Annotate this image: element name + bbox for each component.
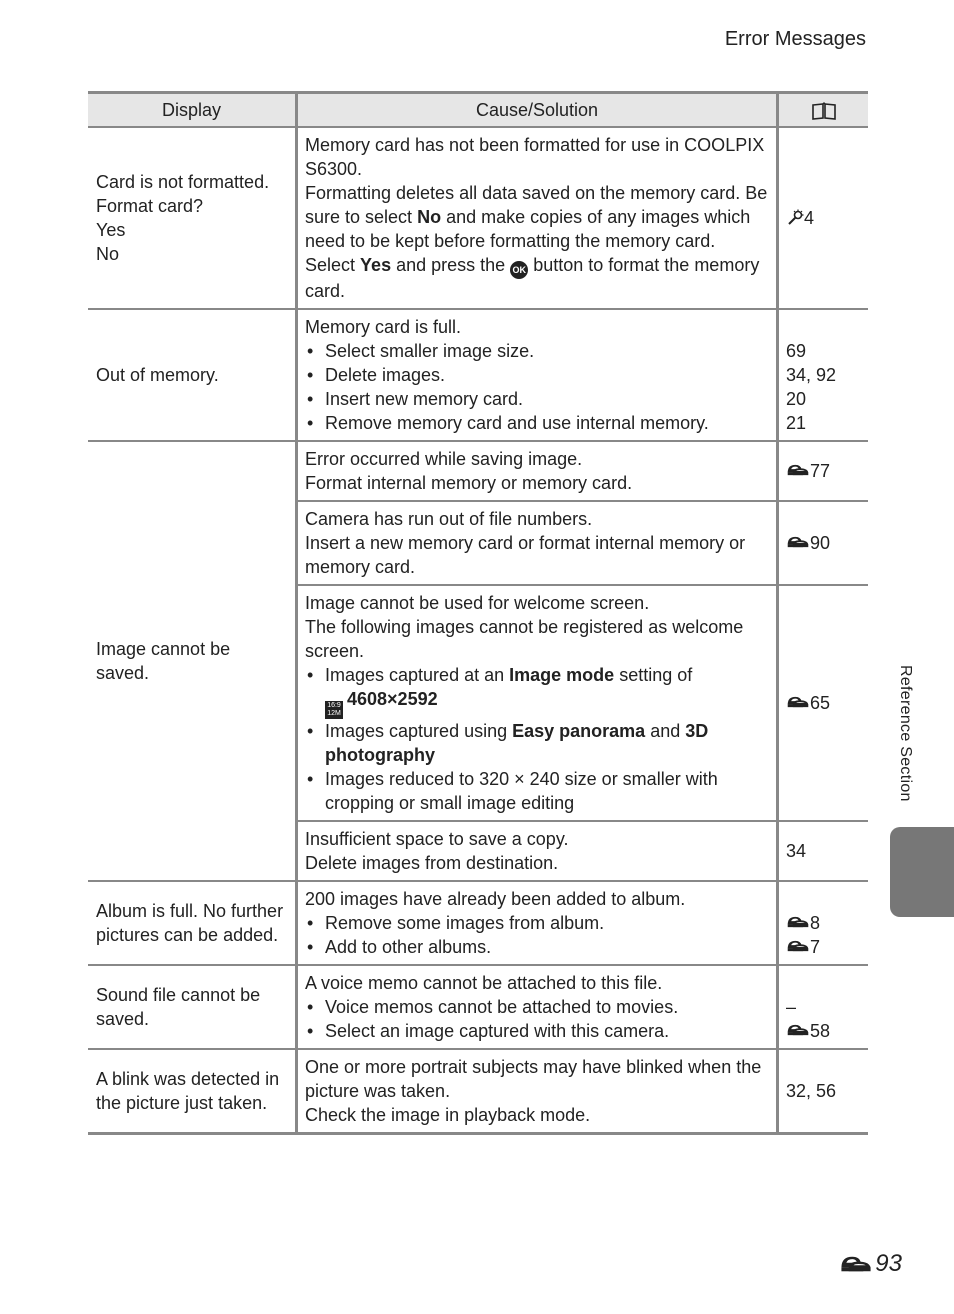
- reference-line: [786, 935, 861, 959]
- cause-cell: [297, 881, 778, 965]
- display-line: Card is not formatted.: [96, 172, 270, 192]
- cause-line: Error occurred while saving image.: [305, 449, 583, 469]
- reference-value: 34, 92: [786, 365, 837, 385]
- reference-cell: [778, 585, 869, 821]
- reference-cell: [778, 501, 869, 585]
- ok-button-icon: OK: [510, 261, 528, 279]
- list-item: • Remove memory card and use internal memory.: [305, 411, 769, 435]
- display-cell: Sound file cannot be saved.: [88, 965, 297, 1049]
- column-header-cause: Cause/Solution: [297, 93, 778, 128]
- reference-value: 65: [810, 693, 831, 713]
- list-bold-text: 3D photography: [325, 721, 709, 765]
- reference-value: 69: [786, 341, 807, 361]
- reference-e-icon: [786, 534, 810, 550]
- cause-line: One or more portrait subjects may have blinked when the picture was taken.: [305, 1057, 762, 1101]
- list-item: [305, 663, 769, 719]
- cause-bold-yes: Yes: [360, 255, 392, 275]
- cause-line: Camera has run out of file numbers.: [305, 509, 593, 529]
- header-title: Error Messages: [724, 28, 866, 50]
- bullet-list: [305, 995, 769, 1043]
- page-number-value: 93: [875, 1250, 902, 1277]
- cause-line: Check the image in playback mode.: [305, 1105, 591, 1125]
- cause-cell: [297, 127, 778, 309]
- page-number: [839, 1250, 902, 1278]
- list-bold-text: Easy panorama: [512, 721, 646, 741]
- table-row: [88, 881, 868, 965]
- cause-cell: [297, 1049, 778, 1134]
- reference-cell: 32, 56: [778, 1049, 869, 1134]
- list-item: • Images reduced to 320 × 240 size or smaller with cropping or small image editing: [305, 767, 769, 815]
- cause-text: Formatting deletes all data saved on the memory card. Be sure to select: [305, 183, 768, 227]
- display-line: Format card?: [96, 196, 204, 216]
- list-text: Images captured using: [325, 721, 508, 741]
- reference-value: 77: [810, 461, 831, 481]
- cause-text: and press the: [396, 255, 506, 275]
- reference-cell: [778, 965, 869, 1049]
- list-text: setting of: [619, 665, 693, 685]
- cause-bold-no: No: [417, 207, 442, 227]
- list-item: • Voice memos cannot be attached to movies.: [305, 995, 769, 1019]
- list-item: • Remove some images from album.: [305, 911, 769, 935]
- list-item: • Select smaller image size.: [305, 339, 769, 363]
- cause-cell: [297, 501, 778, 585]
- list-item: • Delete images.: [305, 363, 769, 387]
- list-item: [305, 719, 769, 767]
- display-cell: Album is full. No further pictures can be added.: [88, 881, 297, 965]
- cause-cell: [297, 441, 778, 501]
- display-cell: Out of memory.: [88, 309, 297, 441]
- reference-value: 4: [804, 208, 815, 228]
- section-side-tab: [890, 827, 954, 917]
- table-row: [88, 965, 868, 1049]
- column-header-display: Display: [88, 93, 297, 128]
- reference-line: [786, 911, 861, 935]
- display-line: Yes: [96, 220, 126, 240]
- cause-cell: [297, 965, 778, 1049]
- reference-value: 58: [810, 1021, 831, 1041]
- reference-e-icon: [786, 694, 810, 710]
- list-item: • Insert new memory card.: [305, 387, 769, 411]
- cause-text: button to format the memory card.: [305, 255, 760, 301]
- reference-line: [786, 1019, 861, 1043]
- bullet-list: [305, 663, 769, 815]
- display-cell: [88, 127, 297, 309]
- cause-line: Format internal memory or memory card.: [305, 473, 633, 493]
- cause-text: and make copies of any images which need to be kept before formatting the memory card. Select: [305, 207, 751, 275]
- cause-line: Memory card has not been formatted for use in COOLPIX S6300.: [305, 135, 765, 179]
- list-bold-text: 4608×2592: [347, 689, 438, 709]
- display-cell: A blink was detected in the picture just taken.: [88, 1049, 297, 1134]
- table-header-row: [88, 93, 868, 128]
- cause-line: Insert a new memory card or format internal memory or memory card.: [305, 533, 746, 577]
- reference-value: 7: [810, 937, 821, 957]
- cause-cell: [297, 585, 778, 821]
- setup-menu-icon: [786, 209, 804, 227]
- list-bold-text: Image mode: [509, 665, 615, 685]
- display-line: No: [96, 244, 120, 264]
- reference-cell: [778, 441, 869, 501]
- table-row: [88, 309, 868, 441]
- reference-e-icon: [786, 1022, 810, 1038]
- cause-cell: [297, 821, 778, 881]
- list-item: • Add to other albums.: [305, 935, 769, 959]
- reference-e-icon: [786, 938, 810, 954]
- bullet-list: [305, 339, 769, 435]
- cause-line: Delete images from destination.: [305, 853, 559, 873]
- list-text: Images captured at an: [325, 665, 505, 685]
- cause-line: The following images cannot be registered as welcome screen.: [305, 617, 744, 661]
- cause-cell: [297, 309, 778, 441]
- column-header-reference: [778, 93, 869, 128]
- reference-value: 8: [810, 913, 821, 933]
- error-messages-table: [88, 91, 868, 1135]
- reference-cell: [778, 309, 869, 441]
- reference-e-icon: [786, 462, 810, 478]
- display-cell: Image cannot be saved.: [88, 441, 297, 881]
- reference-value: –: [786, 997, 797, 1017]
- table-row: [88, 127, 868, 309]
- reference-cell: [778, 127, 869, 309]
- cause-line: Memory card is full.: [305, 317, 462, 337]
- list-text: and: [650, 721, 681, 741]
- image-mode-icon: 16:9 12M: [325, 701, 343, 719]
- reference-cell: 34: [778, 821, 869, 881]
- table-row: [88, 1049, 868, 1134]
- book-icon: [811, 101, 837, 121]
- cause-line: Image cannot be used for welcome screen.: [305, 593, 650, 613]
- cause-line: 200 images have already been added to album.: [305, 889, 686, 909]
- section-side-label: Reference Section: [897, 665, 914, 802]
- cause-line: A voice memo cannot be attached to this file.: [305, 973, 663, 993]
- cause-line: Insufficient space to save a copy.: [305, 829, 569, 849]
- reference-value: 20: [786, 389, 807, 409]
- list-item: • Select an image captured with this camera.: [305, 1019, 769, 1043]
- reference-e-icon: [786, 914, 810, 930]
- reference-cell: [778, 881, 869, 965]
- bullet-list: [305, 911, 769, 959]
- reference-e-icon: [839, 1253, 873, 1275]
- table-row: [88, 441, 868, 501]
- reference-value: 90: [810, 533, 831, 553]
- reference-value: 21: [786, 413, 807, 433]
